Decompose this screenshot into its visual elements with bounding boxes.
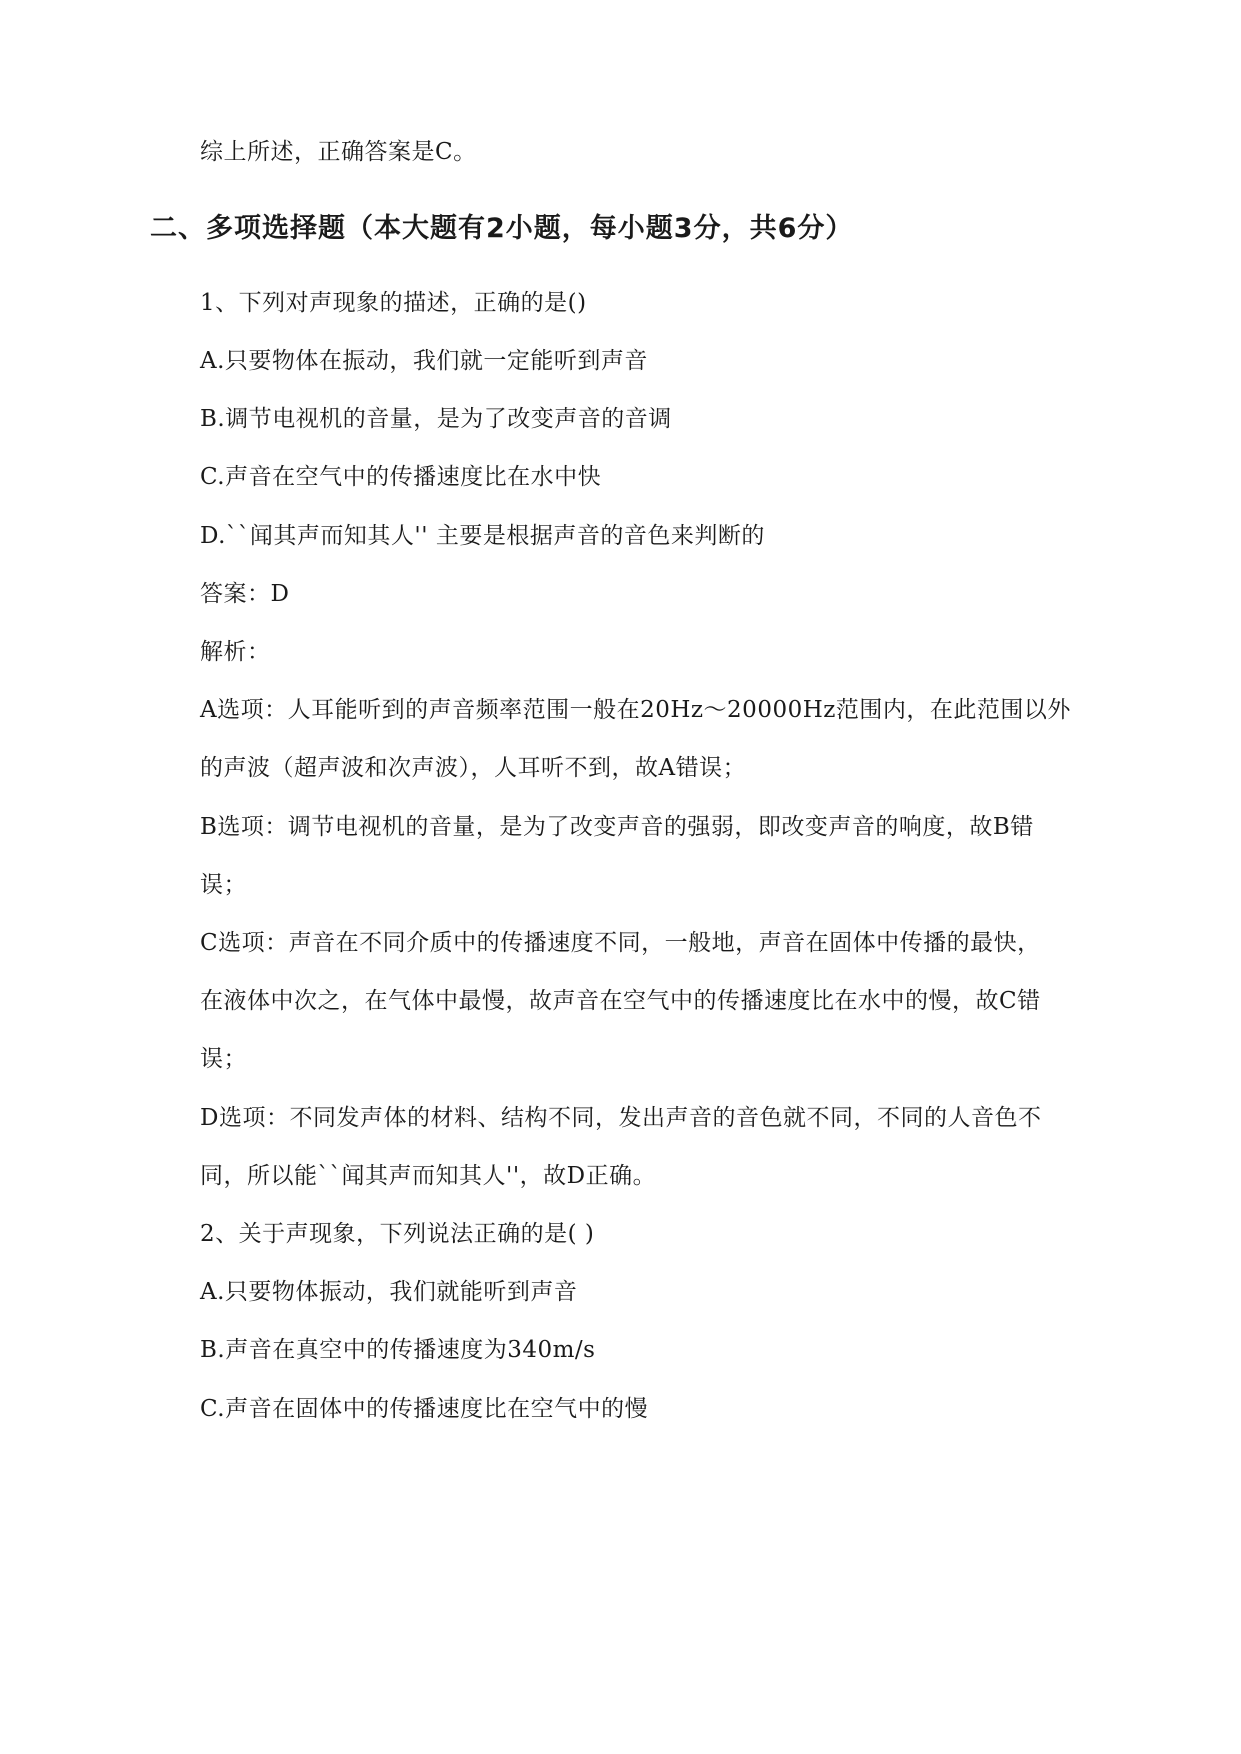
analysis-line: 误； xyxy=(200,872,247,898)
analysis-line: 同，所以能``闻其声而知其人''，故D正确。 xyxy=(200,1163,657,1189)
question-2-option-c: C.声音在固体中的传播速度比在空气中的慢 xyxy=(200,1396,649,1422)
question-1-answer: 答案：D xyxy=(200,581,290,607)
question-2-option-b: B.声音在真空中的传播速度为340m/s xyxy=(200,1337,596,1363)
question-2-option-a: A.只要物体振动，我们就能听到声音 xyxy=(200,1279,578,1305)
question-1-option-a: A.只要物体在振动，我们就一定能听到声音 xyxy=(200,348,648,374)
analysis-line: D选项：不同发声体的材料、结构不同，发出声音的音色就不同，不同的人音色不 xyxy=(200,1105,1042,1131)
question-1-option-c: C.声音在空气中的传播速度比在水中快 xyxy=(200,464,602,490)
question-1-option-b: B.调节电视机的音量，是为了改变声音的音调 xyxy=(200,406,672,432)
analysis-line: A选项：人耳能听到的声音频率范围一般在20Hz～20000Hz范围内，在此范围以外 xyxy=(200,697,1071,723)
question-1-analysis-label: 解析： xyxy=(200,639,271,665)
question-1-option-d: D.``闻其声而知其人'' 主要是根据声音的音色来判断的 xyxy=(200,523,765,549)
section-title: 二、多项选择题（本大题有2小题，每小题3分，共6分） xyxy=(150,213,854,244)
question-2-stem: 2、关于声现象，下列说法正确的是( ) xyxy=(200,1221,595,1247)
question-1-stem: 1、下列对声现象的描述，正确的是() xyxy=(200,290,587,316)
analysis-line: 的声波（超声波和次声波），人耳听不到，故A错误； xyxy=(200,755,747,781)
analysis-line: 在液体中次之，在气体中最慢，故声音在空气中的传播速度比在水中的慢，故C错 xyxy=(200,988,1041,1014)
analysis-line: C选项：声音在不同介质中的传播速度不同，一般地，声音在固体中传播的最快， xyxy=(200,930,1041,956)
analysis-line: 误； xyxy=(200,1046,247,1072)
conclusion-text: 综上所述，正确答案是C。 xyxy=(200,139,477,165)
analysis-line: B选项：调节电视机的音量，是为了改变声音的强弱，即改变声音的响度，故B错 xyxy=(200,814,1034,840)
